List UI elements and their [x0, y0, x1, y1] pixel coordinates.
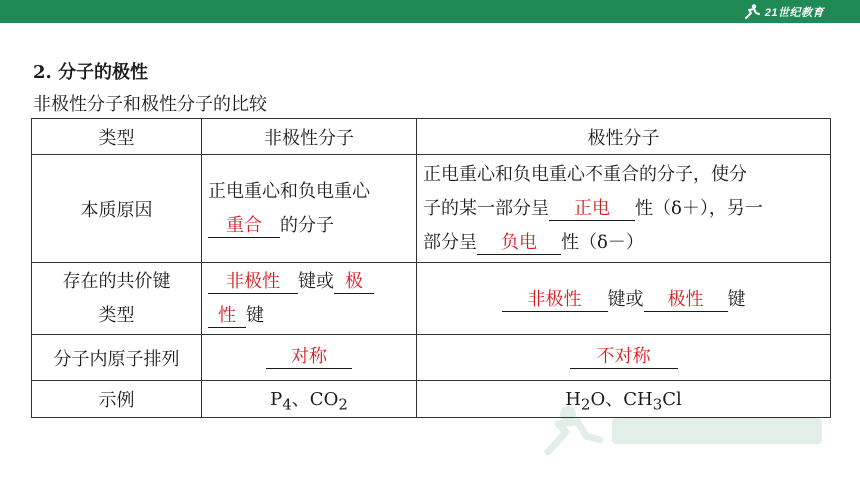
text-polar-bond-suffix: 键	[727, 289, 746, 310]
row-label-example: 示例	[32, 381, 202, 418]
formula-ch-subscript: 3	[652, 395, 663, 414]
header-nonpolar: 非极性分子	[202, 119, 417, 155]
formula-p-subscript: 4	[282, 395, 292, 414]
answer-blank-asymmetric: 不对称	[570, 346, 678, 369]
text-nonpolar-essence-post: 的分子	[280, 214, 334, 236]
top-banner	[0, 0, 860, 23]
answer-blank-polar-bond-part1: 极	[334, 271, 374, 294]
answer-blank-nonpolar-bond: 非极性	[208, 271, 298, 294]
section-subheading: 非极性分子和极性分子的比较	[33, 94, 267, 115]
section-heading: 2. 分子的极性	[33, 62, 149, 83]
table-row	[32, 155, 831, 263]
formula-co: 、CO	[291, 388, 339, 410]
cell-nonpolar-bond-type	[202, 263, 417, 335]
nonpolar-bond-line2	[208, 299, 410, 333]
cell-nonpolar-essence	[202, 155, 417, 263]
brand-logo	[743, 2, 824, 21]
row-label-bond-type-line1: 存在的共价键	[62, 270, 171, 292]
header-polar: 极性分子	[417, 119, 831, 155]
table-row	[32, 335, 831, 381]
header-type: 类型	[32, 119, 202, 155]
row-label-bond-type	[32, 263, 202, 335]
answer-blank-polar-polar-bond: 极性	[644, 289, 728, 312]
text-polar-line3	[423, 226, 824, 260]
text-polar-line3-post: 性（δ－）	[561, 231, 644, 253]
runner-logo-icon	[743, 3, 761, 21]
answer-blank-polar-nonpolar-bond: 非极性	[502, 289, 608, 312]
cell-nonpolar-example	[202, 381, 417, 418]
text-bond-suffix: 键	[246, 304, 264, 326]
row-label-arrangement: 分子内原子排列	[32, 335, 202, 381]
cell-polar-essence	[417, 155, 831, 263]
answer-blank-symmetric: 对称	[266, 346, 352, 369]
text-polar-line2-post: 性（δ＋），另一	[635, 197, 763, 219]
answer-blank-coincide: 重合	[208, 215, 280, 238]
answer-blank-negative: 负电	[477, 232, 561, 255]
logo-text: 21世纪教育	[764, 6, 824, 19]
comparison-table	[31, 118, 831, 418]
table-header-row	[32, 119, 831, 155]
text-polar-line2	[423, 192, 824, 226]
formula-o-ch: O、CH	[590, 388, 653, 410]
text-bond-or: 键或	[298, 270, 334, 292]
table-row	[32, 263, 831, 335]
text-polar-line2-pre: 子的某一部分呈	[423, 197, 549, 219]
answer-blank-positive: 正电	[549, 198, 635, 221]
text-nonpolar-essence-pre: 正电重心和负电重心	[208, 180, 370, 202]
text-polar-line1: 正电重心和负电重心不重合的分子，使分	[423, 163, 747, 185]
row-label-bond-type-line2: 类型	[98, 304, 135, 326]
formula-cl: Cl	[662, 388, 682, 410]
nonpolar-bond-line1	[208, 265, 410, 299]
watermark-logo-icon	[540, 400, 840, 460]
row-label-essence: 本质原因	[32, 155, 202, 263]
cell-polar-bond-type	[417, 263, 831, 335]
text-polar-line3-pre: 部分呈	[423, 231, 477, 253]
text-polar-bond-or: 键或	[607, 289, 644, 310]
cell-polar-arrangement	[417, 335, 831, 381]
cell-nonpolar-arrangement	[202, 335, 417, 381]
formula-h-subscript: 2	[580, 395, 591, 414]
formula-h: H	[565, 388, 581, 410]
answer-blank-polar-bond-part2: 性	[208, 305, 246, 328]
formula-co-subscript: 2	[338, 395, 348, 414]
formula-p: P	[270, 388, 283, 410]
